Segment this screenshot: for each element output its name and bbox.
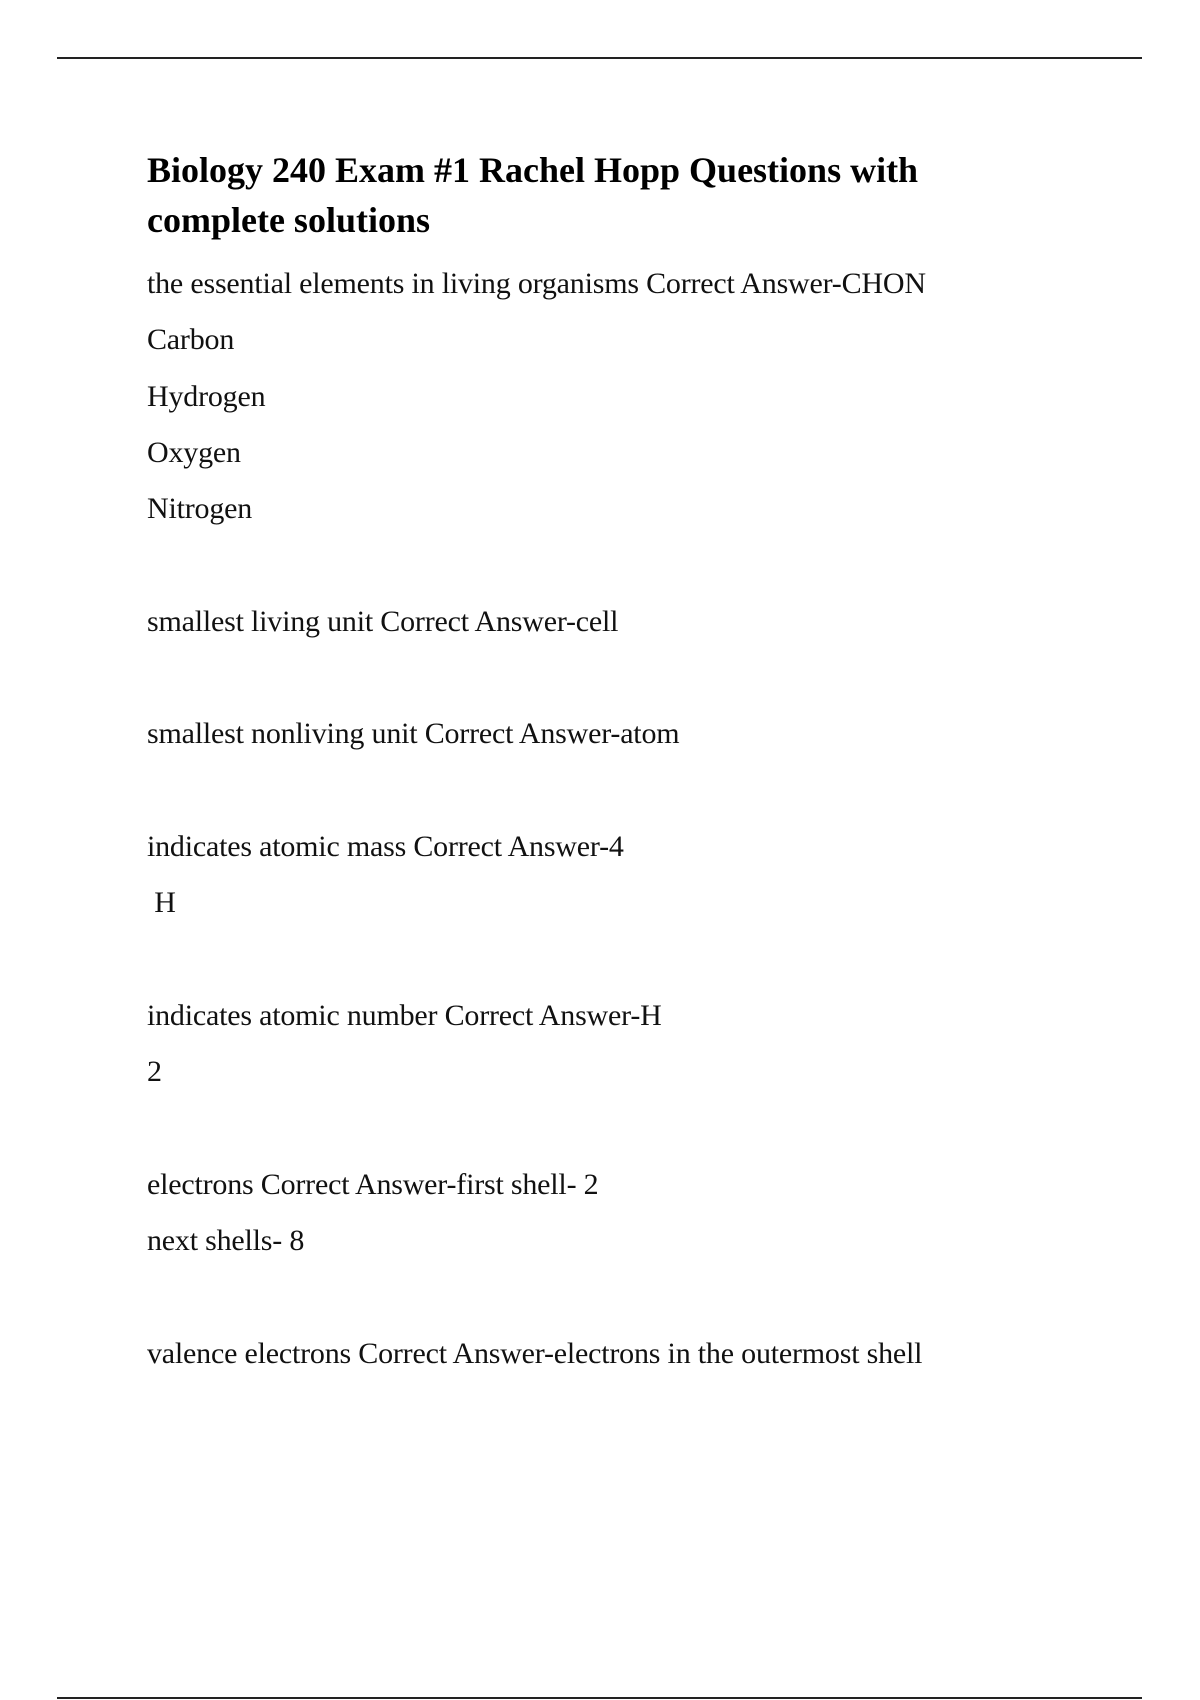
blank-line xyxy=(147,650,1147,706)
question-line: indicates atomic mass Correct Answer-4 xyxy=(147,829,624,863)
blank-line xyxy=(147,537,1147,593)
blank-line xyxy=(147,763,1147,819)
title-line-1: Biology 240 Exam #1 Rachel Hopp Questions with xyxy=(147,150,919,190)
footer-divider xyxy=(57,1697,1142,1699)
question-line: smallest living unit Correct Answer-cell xyxy=(147,604,619,638)
document-body xyxy=(147,256,1147,1382)
answer-detail-line: H xyxy=(147,886,176,920)
answer-detail-line: next shells- 8 xyxy=(147,1224,305,1258)
blank-line xyxy=(147,1100,1147,1156)
document-title xyxy=(147,145,1047,245)
answer-detail-line: 2 xyxy=(147,1055,162,1089)
header-divider xyxy=(57,57,1142,59)
question-line: electrons Correct Answer-first shell- 2 xyxy=(147,1167,599,1201)
answer-detail-line: Nitrogen xyxy=(147,492,253,526)
blank-line xyxy=(147,1269,1147,1325)
question-line: the essential elements in living organisms Correct Answer-CHON xyxy=(147,267,926,300)
answer-detail-line: Oxygen xyxy=(147,435,241,469)
answer-detail-line: Hydrogen xyxy=(147,379,266,413)
question-line: indicates atomic number Correct Answer-H xyxy=(147,998,662,1032)
blank-line xyxy=(147,932,1147,988)
question-line: smallest nonliving unit Correct Answer-atom xyxy=(147,717,680,751)
question-line: valence electrons Correct Answer-electrons in the outermost shell xyxy=(147,1336,923,1370)
answer-detail-line: Carbon xyxy=(147,323,235,357)
title-line-2: complete solutions xyxy=(147,200,430,240)
